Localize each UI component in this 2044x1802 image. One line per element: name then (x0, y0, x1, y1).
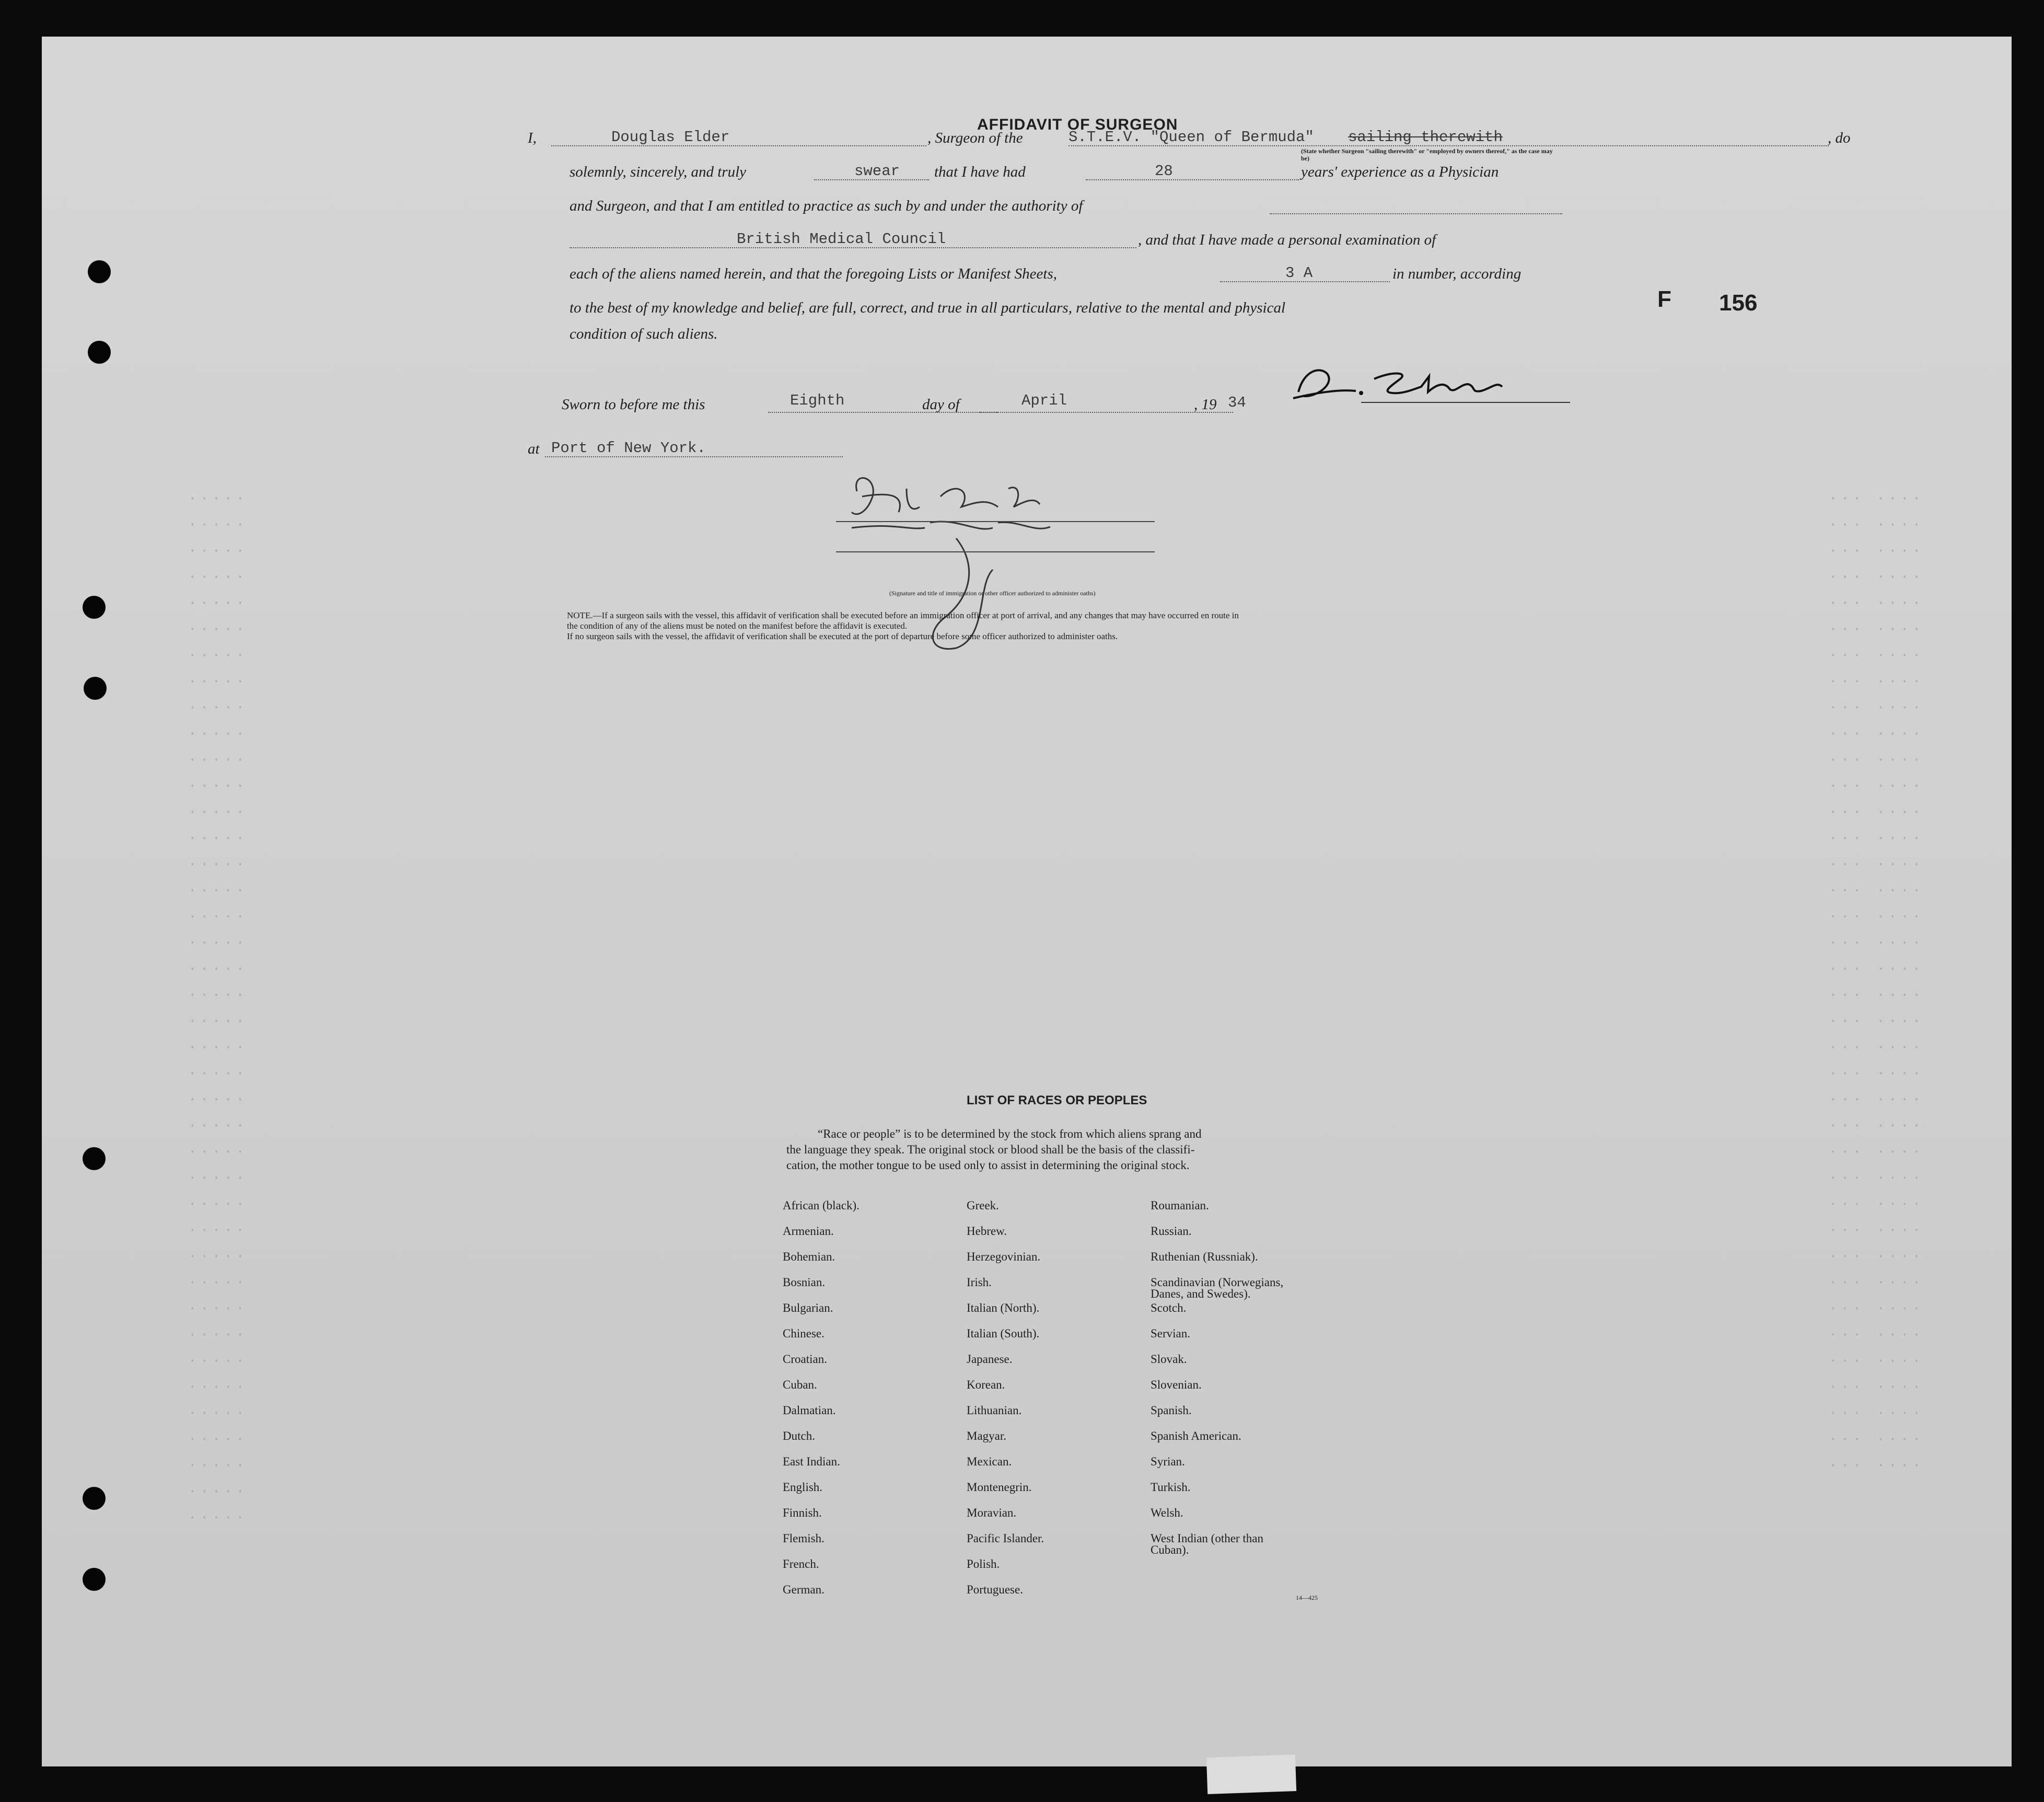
affidavit-line-7: condition of such aliens. (570, 326, 718, 342)
capacity-note: (State whether Surgeon "sailing therewith" or "employed by owners thereof," as the case may be) (1301, 147, 1553, 162)
affidavit-line-1-label: , Surgeon of the (927, 130, 1023, 146)
races-list-title: LIST OF RACES OR PEOPLES (967, 1093, 1147, 1107)
race-entry: German. (783, 1583, 824, 1596)
race-entry: Montenegrin. (967, 1481, 1032, 1494)
affidavit-line-3: and Surgeon, and that I am entitled to practice as such by and under the authority of (570, 198, 1083, 214)
port-label: at (528, 441, 540, 457)
note-line: the condition of any of the aliens must be noted on the manifest before the affidavit is executed. (567, 621, 908, 631)
signature-caption: (Signature and title of immigration or other officer authorized to administer oaths) (889, 590, 1096, 597)
licensing-authority: British Medical Council (737, 230, 946, 248)
race-entry: Dalmatian. (783, 1404, 836, 1417)
race-entry: Slovak. (1151, 1353, 1187, 1366)
vessel-name: S.T.E.V. "Queen of Bermuda" (1069, 129, 1314, 146)
race-entry: Lithuanian. (967, 1404, 1022, 1417)
sworn-label: Sworn to before me this (562, 396, 705, 413)
affidavit-line-2-label: that I have had (934, 164, 1026, 180)
oath-type: swear (854, 163, 900, 180)
race-entry: Scotch. (1151, 1301, 1187, 1314)
race-entry: Servian. (1151, 1327, 1191, 1340)
form-number: 14—425 (1296, 1594, 1318, 1601)
race-entry: Italian (North). (967, 1301, 1040, 1314)
punch-hole (83, 1147, 106, 1170)
race-entry: Syrian. (1151, 1455, 1185, 1468)
race-entry: Flemish. (783, 1532, 824, 1545)
sworn-label: , 19 (1194, 396, 1217, 413)
race-entry: Magyar. (967, 1429, 1007, 1442)
race-entry: Armenian. (783, 1225, 834, 1238)
race-entry: Italian (South). (967, 1327, 1040, 1340)
intro-line: cation, the mother tongue to be used only to assist in determining the original stock. (786, 1159, 1190, 1172)
race-entry: Scandinavian (Norwegians, Danes, and Swedes). (1151, 1276, 1284, 1300)
race-entry: Chinese. (783, 1327, 824, 1340)
punch-hole (84, 677, 107, 700)
manifest-sheet-count: 3 A (1285, 264, 1313, 282)
document-page (42, 37, 2012, 1766)
race-entry: Pacific Islander. (967, 1532, 1044, 1545)
race-entry: French. (783, 1557, 819, 1570)
fill-line (1086, 179, 1299, 180)
race-entry: Welsh. (1151, 1506, 1183, 1519)
affidavit-line-2-label: years' experience as a Physician (1301, 164, 1499, 180)
corner-mark: F (1657, 286, 1671, 312)
race-entry: East Indian. (783, 1455, 840, 1468)
races-list-intro (786, 1126, 1201, 1173)
fill-line (1270, 213, 1562, 214)
page-number: 156 (1719, 290, 1758, 316)
race-entry: Korean. (967, 1378, 1005, 1391)
race-entry: Finnish. (783, 1506, 822, 1519)
affidavit-line-2-label: solemnly, sincerely, and truly (570, 164, 747, 180)
race-entry: Bohemian. (783, 1250, 835, 1263)
race-entry: Turkish. (1151, 1481, 1191, 1494)
surgeon-capacity: sailing therewith (1348, 129, 1503, 146)
sworn-label: day of (922, 396, 960, 413)
race-entry: Moravian. (967, 1506, 1017, 1519)
affidavit-line-5: in number, according (1392, 265, 1522, 282)
race-entry: African (black). (783, 1199, 860, 1212)
document-title: AFFIDAVIT OF SURGEON (977, 116, 1178, 133)
sworn-year: 34 (1228, 394, 1246, 411)
race-entry: Herzegovinian. (967, 1250, 1041, 1263)
race-entry: Hebrew. (967, 1225, 1007, 1238)
torn-paper-edge (1206, 1754, 1296, 1794)
bleed-through-texture: ····· ····· ····· ····· ····· ····· ····· ····· ····· ····· ····· ····· ····· ····· ····· ····· ····· ····· ····· ····· ····· ····· ····· ····· ····· ····· ····· ····· ····· ····· ····· ····· ····· ····· ····· ····· ····· ····· ····· ····· (188, 491, 248, 1526)
race-entry: Spanish American. (1151, 1429, 1241, 1442)
punch-hole (83, 596, 106, 619)
punch-hole (88, 341, 111, 364)
race-entry: English. (783, 1481, 823, 1494)
fill-line (768, 412, 998, 413)
race-entry: Dutch. (783, 1429, 815, 1442)
surgeon-name: Douglas Elder (611, 129, 730, 146)
race-entry: Greek. (967, 1199, 999, 1212)
sworn-month: April (1021, 392, 1067, 409)
years-experience: 28 (1155, 163, 1173, 180)
race-entry: Roumanian. (1151, 1199, 1209, 1212)
intro-line: “Race or people” is to be determined by the stock from which aliens sprang and (818, 1127, 1202, 1140)
intro-line: the language they speak. The original stock or blood shall be the basis of the classifi- (786, 1143, 1195, 1156)
affidavit-line-1-label: I, (528, 130, 537, 146)
punch-hole (88, 260, 111, 283)
race-entry: Japanese. (967, 1353, 1013, 1366)
surgeon-signature (1288, 361, 1570, 413)
fill-line (551, 145, 926, 146)
race-entry: Mexican. (967, 1455, 1012, 1468)
race-entry: Slovenian. (1151, 1378, 1202, 1391)
note-line: NOTE.—If a surgeon sails with the vessel, this affidavit of verification shall be executed before an immigration officer at port of arrival, and any changes that may have occurred en route in (567, 610, 1239, 620)
affidavit-line-6: to the best of my knowledge and belief, are full, correct, and true in all particulars, relative to the mental and physical (570, 299, 1286, 316)
race-entry: Bosnian. (783, 1276, 826, 1289)
race-entry: Irish. (967, 1276, 992, 1289)
affidavit-line-5: each of the aliens named herein, and that the foregoing Lists or Manifest Sheets, (570, 265, 1057, 282)
note-line: If no surgeon sails with the vessel, the affidavit of verification shall be executed at the port of departure before some officer authorized to administer oaths. (567, 631, 1118, 641)
bleed-through-texture: ··· ···· ··· ···· ··· ···· ··· ···· ··· ···· ··· ···· ··· ···· ··· ···· ··· ···· ··· ···· ··· ···· ··· ···· ··· ···· ··· ···· ··· ···· ··· ···· ··· ···· ··· ···· ··· ···· ··· ···· ··· ···· ··· ···· ··· ···· ··· ···· ··· ···· ··· ···· ··· ···· ··· ···· ··· ···· ··· ···· ··· ···· ··· ···· ··· ···· ··· ···· ··· ···· ··· ···· ··· ···· ··· ···· (1829, 491, 1924, 1474)
races-column-1 (783, 1200, 860, 1610)
affidavit-line-1-label: , do (1828, 130, 1851, 146)
port-name: Port of New York. (551, 440, 706, 457)
punch-hole (83, 1487, 106, 1510)
inspector-signature (820, 460, 1155, 682)
affidavit-note (567, 610, 1239, 642)
affidavit-line-4: , and that I have made a personal examination of (1138, 232, 1436, 248)
race-entry: Spanish. (1151, 1404, 1192, 1417)
races-column-3 (1151, 1200, 1283, 1558)
race-entry: Bulgarian. (783, 1301, 833, 1314)
race-entry: Croatian. (783, 1353, 827, 1366)
races-column-2 (967, 1200, 1044, 1610)
race-entry: Russian. (1151, 1225, 1192, 1238)
race-entry: West Indian (other than Cuban). (1151, 1532, 1263, 1556)
race-entry: Ruthenian (Russniak). (1151, 1250, 1258, 1263)
punch-hole (83, 1568, 106, 1591)
sworn-day: Eighth (790, 392, 845, 409)
race-entry: Portuguese. (967, 1583, 1023, 1596)
race-entry: Cuban. (783, 1378, 817, 1391)
race-entry: Polish. (967, 1557, 1000, 1570)
